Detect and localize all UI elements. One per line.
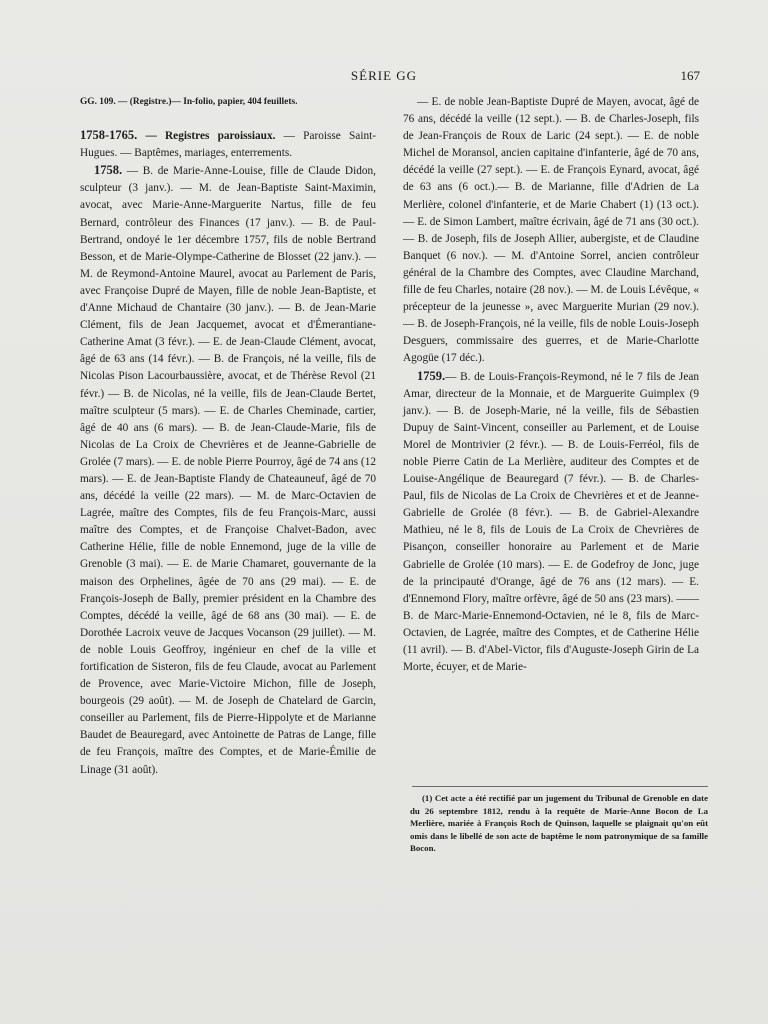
- year-1759-label: 1759.: [417, 368, 446, 383]
- year-1758-label: 1758.: [94, 163, 123, 178]
- left-column: [80, 94, 376, 779]
- series-title: — Registres paroissiaux.: [145, 130, 276, 143]
- footnote-text: (1) Cet acte a été rectifié par un jugement du Tribunal de Grenoble en date du 26 septembre 1812, rendu à la requête de Marie-Anne Bocon de La Merlière, mariée à François Roch de Quinson, laquelle se plaignait qu'on eût omis dans le libellé de son acte de baptême le nom patronymique de sa famille Bocon.: [410, 793, 708, 854]
- year-1758-continued: — E. de noble Jean-Baptiste Dupré de Mayen, avocat, âgé de 76 ans, décédé la veille (12 sept.). — B. de Charles-Joseph, fils de Jean-François de Roux de Laric (24 sept.). — E. de noble Michel de Moransol, ancien capitaine d'infanterie, âgé de 70 ans, décédé la veille (27 sept.). — E. de François Eynard, avocat, âgé de 63 ans (6 oct.).— B. de Marianne, fille d'Adrien de La Merlière, colonel d'infanterie, et de Marie Chabert (1) (13 oct.). — E. de Simon Lambert, maître écrivain, âgé de 71 ans (30 oct.). — B. de Joseph, fils de Joseph Allier, aubergiste, et de Claudine Banquet (6 nov.). — M. d'Antoine Sorrel, ancien contrôleur général de la Chambre des Comptes, avec Claudine Marchand, fille de feu Charles, notaire (28 nov.). — M. de Louis Lévêque, « précepteur de la jeunesse », avec Marguerite Murian (29 nov.). — B. de Joseph-François, né la veille, fils de noble Louis-Joseph Desguers, commissaire des guerres, et de Marie-Charlotte Agogüe (17 déc.).: [403, 96, 699, 365]
- footnote-divider: [412, 786, 708, 787]
- footnote: [410, 792, 708, 855]
- archive-reference: GG. 109. — (Registre.)— In-folio, papier, 404 feuillets.: [80, 97, 298, 107]
- year-1759-text: — B. de Louis-François-Reymond, né le 7 fils de Jean Amar, directeur de la Monnaie, et de Marguerite Guimplex (9 janv.). — B. de Joseph-Marie, né la veille, fils de Sébastien Dupuy de Saint-Vincent, conseiller au Parlement, et de Louise Morel de Montrivier (2 févr.). — B. de Louis-Ferréol, fils de noble Pierre Catin de La Merlière, auditeur des Comptes et de Louise-Angélique de Beauregard (7 févr.). — B. de Charles-Paul, fils de Nicolas de La Croix de Chevrières et et de Jeanne-Gabrielle de Grolée (8 févr.). — B. de Gabriel-Alexandre Mathieu, né le 8, fils de Louis de La Croix de Chevrières de Pisançon, conseiller honoraire au Parlement et de Marie Gabrielle de Grolée (10 mars). — E. de Godefroy de Jonc, juge de la principauté d'Orange, âgé de 76 ans (12 mars). — E. d'Ennemond Flory, maître orfèvre, âgé de 50 ans (23 mars). —— B. de Marc-Marie-Ennemond-Octavien, né le 8, fils de Marc-Octavien, de Lagrée, maître des Comptes, et de Catherine Hélie (11 avril). — B. d'Abel-Victor, fils d'Auguste-Joseph Girin de La Morte, écuyer, et de Marie-: [403, 370, 699, 674]
- running-title: SÉRIE GG: [350, 68, 418, 83]
- series-dates: 1758-1765.: [80, 128, 138, 143]
- page-number: 167: [680, 68, 700, 83]
- year-1759-entries: [403, 368, 699, 677]
- series-description: — Paroisse Saint-Hugues. — Baptêmes, mariages, enterrements.: [80, 130, 377, 160]
- year-1758-text: — B. de Marie-Anne-Louise, fille de Claude Didon, sculpteur (3 janv.). — M. de Jean-Baptiste Saint-Maximin, avocat, avec Marie-Anne-Marguerite Nartus, fille de feu Bernard, contrôleur des Finances (17 janv.). — B. de Paul-Bertrand, ondoyé le 1er décembre 1757, fils de noble Bertrand Besson, et de Marie-Olympe-Catherine de Blosset (22 janv.). — M. de Reymond-Antoine Maurel, avocat au Parlement de Paris, avec Françoise Dupré de Mayen, fille de noble Jean-Baptiste, et d'Anne Michaud de Chantaire (30 janv.). — B. de Jean-Marie Clément, fils de Jean Jacquemet, avocat et d'Émerantiane-Catherine Amat (3 févr.). — E. de Jean-Claude Clément, avocat, âgé de 63 ans (14 févr.). — B. de François, né la veille, fils de Nicolas Pison Lacourbaussière, avocat, et de Thérèse Revol (21 févr.) — B. de Nicolas, né la veille, fils de Jean-Claude Bertet, maître sculpteur (5 mars). — E. de Charles Cheminade, cartier, âgé de 40 ans (6 mars). — B. de Jean-Claude-Marie, fils de Nicolas de La Croix de Chevrières et de Jeanne-Gabrielle de Grolée (7 mars). — E. de noble Pierre Pourroy, âgé de 74 ans (12 mars). — E. de Jean-Baptiste Flandy de Chateauneuf, âgé de 70 ans, décédé la veille (22 mars). — M. de Marc-Octavien de Lagrée, maître des Comptes, fils de feu François-Marc, aussi maître des Comptes, et de Françoise Chalvet-Badon, avec Catherine Hélie, fille de noble Ennemond, juge de la ville de Grenoble (3 mai). — E. de Marie Chamaret, gouvernante de la maison des Orphelines, âgée de 70 ans (29 mai). — E. de François-Joseph de Bally, premier président en la Chambre des Comptes, décédé la veille, âgé de 68 ans (30 mai). — E. de Dorothée Lacroix veuve de Jacques Vocanson (29 juillet). — M. de noble Louis Geoffroy, ingénieur en chef de la ville et fortification de Sisteron, fils de feu Claude, avocat au Parlement de Provence, avec Marie-Victoire Michon, fille de Joseph, bourgeois (29 août). — M. de Joseph de Chatelard de Garcin, conseiller au Parlement, fils de Pierre-Hippolyte et de Marianne Baudet de Beauregard, avec Antoinette de Patras de Lange, fille de feu François, maître des Comptes, et de Marie-Émilie de Linage (31 août).: [80, 165, 376, 776]
- year-1758-entries: [80, 162, 376, 778]
- series-heading: [80, 127, 376, 162]
- right-column: [403, 94, 699, 676]
